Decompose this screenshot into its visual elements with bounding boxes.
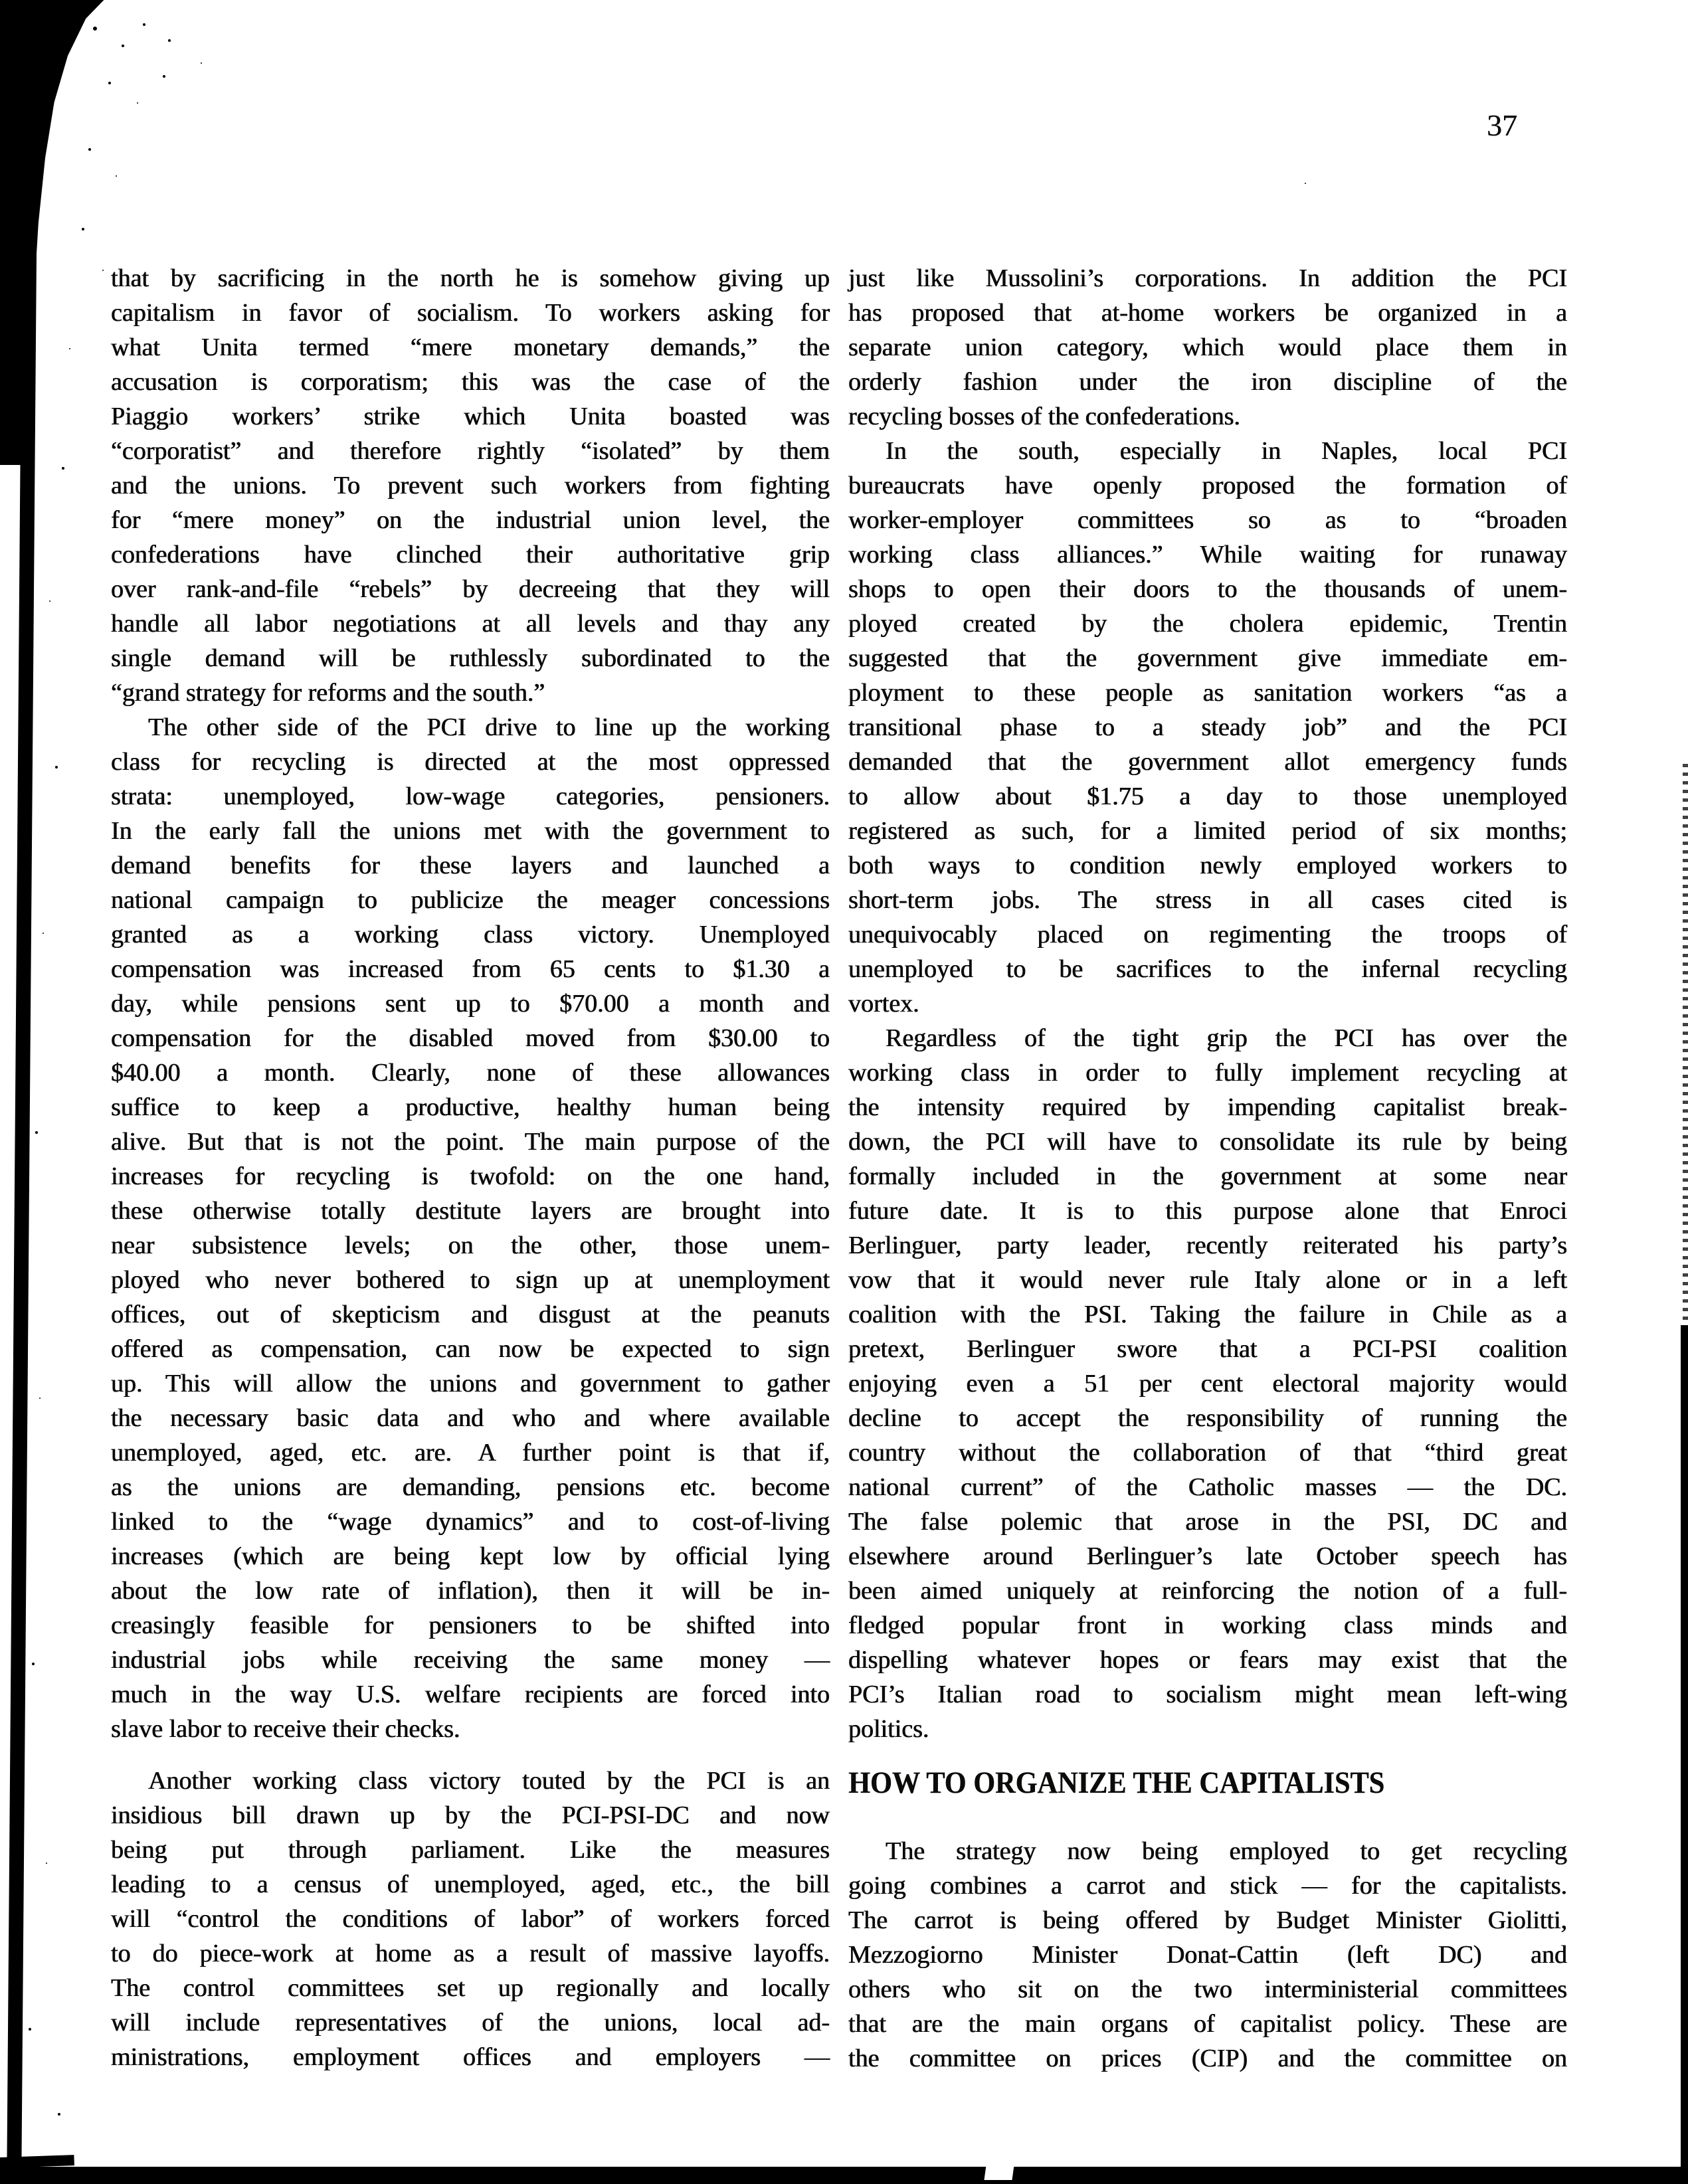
text-line: national campaign to publicize the meager concessions xyxy=(111,886,830,914)
text-line: working class alliances.” While waiting for runaway xyxy=(848,541,1567,569)
text-line: others who sit on the two interministerial committees xyxy=(848,1975,1567,2003)
paragraph xyxy=(111,1764,830,2074)
text-line: over rank-and-file “rebels” by decreeing that they will xyxy=(111,575,830,603)
text-line: ployed who never bothered to sign up at unemployment xyxy=(111,1266,830,1294)
text-line: to do piece-work at home as a result of massive layoffs. xyxy=(111,1940,830,1967)
text-line: the committee on prices (CIP) and the committee on xyxy=(848,2045,1567,2072)
text-line: increases (which are being kept low by official lying xyxy=(111,1542,830,1570)
text-line: The carrot is being offered by Budget Minister Giolitti, xyxy=(848,1906,1567,1934)
text-line: Mezzogiorno Minister Donat-Cattin (left DC) and xyxy=(848,1941,1567,1969)
text-line: vow that it would never rule Italy alone or in a left xyxy=(848,1266,1567,1294)
text-line: ployed created by the cholera epidemic, Trentin xyxy=(848,610,1567,638)
text-line: demanded that the government allot emergency funds xyxy=(848,748,1567,776)
text-line: bureaucrats have openly proposed the formation of xyxy=(848,472,1567,500)
text-line: down, the PCI will have to consolidate its rule by being xyxy=(848,1128,1567,1156)
text-line: the intensity required by impending capitalist break- xyxy=(848,1093,1567,1121)
text-line: much in the way U.S. welfare recipients are forced into xyxy=(111,1681,830,1708)
text-line: In the south, especially in Naples, local PCI xyxy=(886,437,1567,465)
paragraph xyxy=(848,1021,1567,1746)
text-line: insidious bill drawn up by the PCI-PSI-DC and now xyxy=(111,1801,830,1829)
text-line: compensation for the disabled moved from $30.00 to xyxy=(111,1024,830,1052)
text-line: been aimed uniquely at reinforcing the notion of a full- xyxy=(848,1577,1567,1605)
paragraph xyxy=(111,710,830,1746)
text-line: working class in order to fully implement recycling at xyxy=(848,1059,1567,1087)
text-line: increases for recycling is twofold: on the one hand, xyxy=(111,1162,830,1190)
text-line: “corporatist” and therefore rightly “isolated” by them xyxy=(111,437,830,465)
text-line: orderly fashion under the iron discipline of the xyxy=(848,368,1567,396)
right-column xyxy=(848,261,1567,2076)
text-line: country without the collaboration of that “third great xyxy=(848,1439,1567,1467)
text-line: accusation is corporatism; this was the case of the xyxy=(111,368,830,396)
scan-artifact-right-edge-streak xyxy=(1681,1325,1688,2184)
text-line: near subsistence levels; on the other, those unem- xyxy=(111,1231,830,1259)
text-line: creasingly feasible for pensioners to be shifted into xyxy=(111,1611,830,1639)
text-line: that are the main organs of capitalist policy. These are xyxy=(848,2010,1567,2038)
scan-artifact-bottom-bar-notch xyxy=(984,2165,1014,2180)
text-line: vortex. xyxy=(848,990,919,1018)
text-line: just like Mussolini’s corporations. In addition the PCI xyxy=(848,264,1567,292)
text-line: worker-employer committees so as to “broaden xyxy=(848,506,1567,534)
section-heading: HOW TO ORGANIZE THE CAPITALISTS xyxy=(848,1766,1385,1800)
paragraph xyxy=(848,1834,1567,2076)
text-line: Another working class victory touted by the PCI is an xyxy=(148,1767,830,1795)
text-line: class for recycling is directed at the most oppressed xyxy=(111,748,830,776)
text-line: In the early fall the unions met with the government to xyxy=(111,817,830,845)
text-line: Piaggio workers’ strike which Unita boasted was xyxy=(111,403,830,430)
text-line: decline to accept the responsibility of running the xyxy=(848,1404,1567,1432)
text-line: fledged popular front in working class minds and xyxy=(848,1611,1567,1639)
text-line: for “mere money” on the industrial union level, the xyxy=(111,506,830,534)
text-line: being put through parliament. Like the measures xyxy=(111,1836,830,1864)
text-line: elsewhere around Berlinguer’s late October speech has xyxy=(848,1542,1567,1570)
text-line: ployment to these people as sanitation workers “as a xyxy=(848,679,1567,707)
text-line: granted as a working class victory. Unemployed xyxy=(111,921,830,949)
text-line: The strategy now being employed to get recycling xyxy=(886,1837,1567,1865)
text-line: offices, out of skepticism and disgust at the peanuts xyxy=(111,1301,830,1328)
text-line: up. This will allow the unions and government to gather xyxy=(111,1370,830,1398)
text-line: both ways to condition newly employed workers to xyxy=(848,852,1567,879)
text-line: recycling bosses of the confederations. xyxy=(848,403,1240,430)
text-line: alive. But that is not the point. The main purpose of the xyxy=(111,1128,830,1156)
text-line: “grand strategy for reforms and the south.” xyxy=(111,679,545,707)
text-line: dispelling whatever hopes or fears may exist that the xyxy=(848,1646,1567,1674)
text-line: unemployed to be sacrifices to the infernal recycling xyxy=(848,955,1567,983)
text-line: ministrations, employment offices and employers — xyxy=(111,2043,830,2071)
text-line: will include representatives of the unions, local ad- xyxy=(111,2009,830,2037)
text-line: handle all labor negotiations at all levels and thay any xyxy=(111,610,830,638)
text-line: The false polemic that arose in the PSI, DC and xyxy=(848,1508,1567,1536)
text-line: confederations have clinched their authoritative grip xyxy=(111,541,830,569)
text-line: politics. xyxy=(848,1715,929,1743)
text-line: about the low rate of inflation), then it will be in- xyxy=(111,1577,830,1605)
text-line: suffice to keep a productive, healthy human being xyxy=(111,1093,830,1121)
text-line: pretext, Berlinguer swore that a PCI-PSI coalition xyxy=(848,1335,1567,1363)
text-line: coalition with the PSI. Taking the failure in Chile as a xyxy=(848,1301,1567,1328)
paragraph xyxy=(848,261,1567,434)
text-line: offered as compensation, can now be expected to sign xyxy=(111,1335,830,1363)
text-line: and the unions. To prevent such workers from fighting xyxy=(111,472,830,500)
text-line: enjoying even a 51 per cent electoral majority would xyxy=(848,1370,1567,1398)
text-line: formally included in the government at some near xyxy=(848,1162,1567,1190)
left-column xyxy=(111,261,830,2074)
text-line: leading to a census of unemployed, aged, etc., the bill xyxy=(111,1870,830,1898)
scan-artifact-right-edge-speckle xyxy=(1683,764,1688,1335)
scan-artifact-bottom-left-wedge xyxy=(0,2155,74,2168)
text-line: going combines a carrot and stick — for the capitalists. xyxy=(848,1872,1567,1900)
text-line: Regardless of the tight grip the PCI has over the xyxy=(886,1024,1567,1052)
text-line: $40.00 a month. Clearly, none of these allowances xyxy=(111,1059,830,1087)
text-line: The other side of the PCI drive to line up the working xyxy=(148,713,830,741)
text-line: strata: unemployed, low-wage categories, pensioners. xyxy=(111,782,830,810)
text-line: transitional phase to a steady job” and the PCI xyxy=(848,713,1567,741)
text-line: will “control the conditions of labor” of workers forced xyxy=(111,1905,830,1933)
text-line: suggested that the government give immediate em- xyxy=(848,644,1567,672)
text-line: industrial jobs while receiving the same money — xyxy=(111,1646,830,1674)
text-line: Berlinguer, party leader, recently reiterated his party’s xyxy=(848,1231,1567,1259)
text-line: to allow about $1.75 a day to those unemployed xyxy=(848,782,1567,810)
page-number: 37 xyxy=(1487,108,1517,142)
text-line: unemployed, aged, etc. are. A further point is that if, xyxy=(111,1439,830,1467)
text-line: the necessary basic data and who and where available xyxy=(111,1404,830,1432)
text-line: has proposed that at-home workers be organized in a xyxy=(848,299,1567,327)
text-line: as the unions are demanding, pensions etc. become xyxy=(111,1473,830,1501)
text-line: shops to open their doors to the thousands of unem- xyxy=(848,575,1567,603)
scan-artifact-bottom-bar xyxy=(0,2167,1688,2184)
text-line: slave labor to receive their checks. xyxy=(111,1715,460,1743)
scan-artifact-speckles xyxy=(0,0,4,4)
text-line: national current” of the Catholic masses — the DC. xyxy=(848,1473,1567,1501)
text-line: unequivocably placed on regimenting the troops of xyxy=(848,921,1567,949)
text-line: registered as such, for a limited period of six months; xyxy=(848,817,1567,845)
text-line: that by sacrificing in the north he is somehow giving up xyxy=(111,264,830,292)
text-line: linked to the “wage dynamics” and to cost-of-living xyxy=(111,1508,830,1536)
text-line: day, while pensions sent up to $70.00 a month and xyxy=(111,990,830,1018)
text-line: future date. It is to this purpose alone that Enroci xyxy=(848,1197,1567,1225)
text-line: The control committees set up regionally and locally xyxy=(111,1974,830,2002)
text-line: short-term jobs. The stress in all cases cited is xyxy=(848,886,1567,914)
text-line: demand benefits for these layers and launched a xyxy=(111,852,830,879)
text-line: capitalism in favor of socialism. To workers asking for xyxy=(111,299,830,327)
text-line: what Unita termed “mere monetary demands,” the xyxy=(111,333,830,361)
text-line: single demand will be ruthlessly subordinated to the xyxy=(111,644,830,672)
text-line: compensation was increased from 65 cents to $1.30 a xyxy=(111,955,830,983)
paragraph xyxy=(848,434,1567,1021)
text-line: separate union category, which would place them in xyxy=(848,333,1567,361)
paragraph xyxy=(111,261,830,710)
text-line: PCI’s Italian road to socialism might mean left-wing xyxy=(848,1681,1567,1708)
text-line: these otherwise totally destitute layers are brought into xyxy=(111,1197,830,1225)
